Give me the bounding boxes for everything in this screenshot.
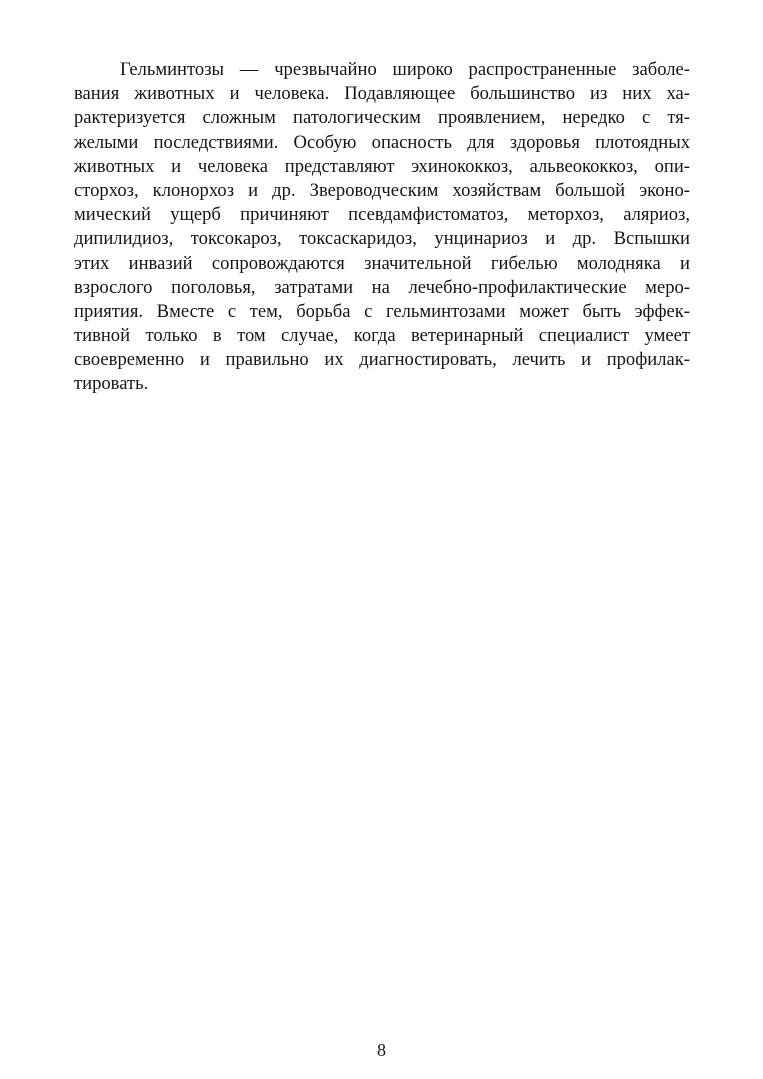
paragraph-line: тивной только в том случае, когда ветеринарный специалист умеет xyxy=(74,325,690,347)
paragraph-line: рактеризуется сложным патологическим проявлением, нередко с тя- xyxy=(74,107,690,129)
paragraph-line: приятия. Вместе с тем, борьба с гельминтозами может быть эффек- xyxy=(74,300,690,322)
paragraph-line: тировать. xyxy=(74,373,149,395)
paragraph-line: сторхоз, клонорхоз и др. Звероводческим хозяйствам большой эконо- xyxy=(74,179,690,201)
paragraph-line: вания животных и человека. Подавляющее большинство из них ха- xyxy=(74,83,690,105)
paragraph-line: своевременно и правильно их диагностировать, лечить и профилак- xyxy=(74,349,690,371)
paragraph-line: животных и человека представляют эхинококкоз, альвеококкоз, опи- xyxy=(74,155,690,177)
paragraph-line: желыми последствиями. Особую опасность для здоровья плотоядных xyxy=(74,131,690,153)
paragraph-line: этих инвазий сопровождаются значительной гибелью молодняка и xyxy=(74,252,690,274)
paragraph-line: Гельминтозы — чрезвычайно широко распространенные заболе- xyxy=(120,59,690,80)
paragraph-line: взрослого поголовья, затратами на лечебно-профилактические меро- xyxy=(74,276,690,298)
paragraph-line: мический ущерб причиняют псевдамфистоматоз, меторхоз, аляриоз, xyxy=(74,204,690,226)
body-paragraph xyxy=(74,58,690,397)
page-number: 8 xyxy=(377,1040,386,1060)
paragraph-line: дипилидиоз, токсокароз, токсаскаридоз, унцинариоз и др. Вспышки xyxy=(74,228,690,250)
